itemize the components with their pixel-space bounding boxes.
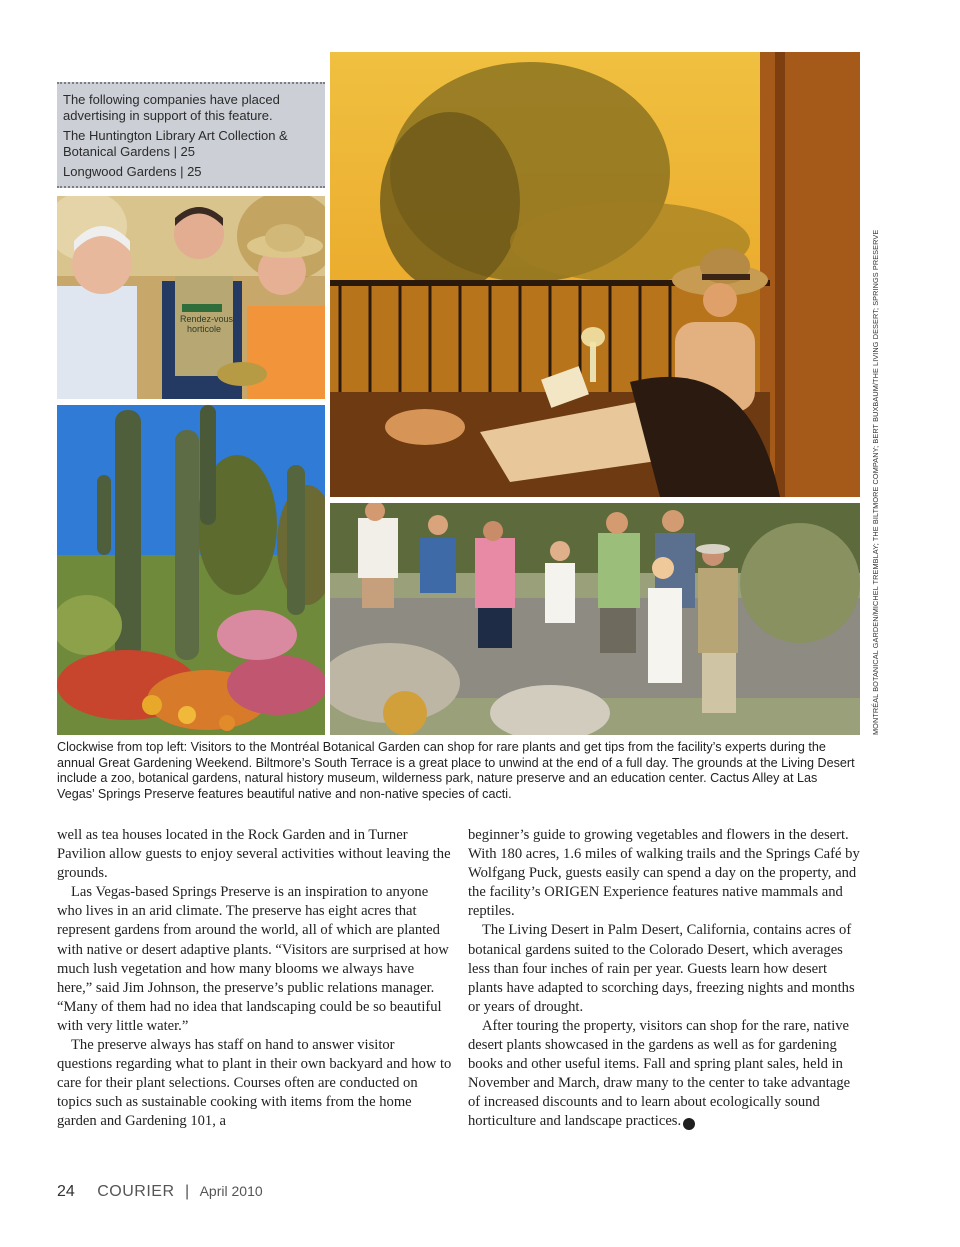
footer-separator: | [184, 1183, 190, 1200]
end-of-story-icon: C [683, 1118, 695, 1130]
photo-biltmore-terrace [330, 52, 860, 497]
article-paragraph: Las Vegas-based Springs Preserve is an inspiration to anyone who lives in an arid climate. The preserve has eight acres that represent gardens from around the world, all of which are planted with native or desert adaptive plants. “Visitors are surprised at how much lush vegetation and how many blooms we always have here,” said Jim Johnson, the preserve’s public relations manager. “Many of them had no idea that landscaping could be so beautiful with very little water.” [57, 884, 449, 1034]
article-paragraph: The Living Desert in Palm Desert, California, contains acres of botanical gardens suited to the Colorado Desert, which averages less than four inches of rain per year. Guests learn how desert plants have adapted to scorching days, freezing nights and months or years of drought. [468, 922, 855, 1015]
article-paragraph: well as tea houses located in the Rock Garden and in Turner Pavilion allow guests to enjoy several activities without leaving the grounds. [57, 827, 451, 882]
photo-living-desert-group [330, 503, 860, 735]
issue-date: April 2010 [199, 1183, 263, 1199]
advertiser-intro: The following companies have placed advertising in support of this feature. [63, 92, 280, 123]
article-paragraph: beginner’s guide to growing vegetables and flowers in the desert. With 180 acres, 1.6 miles of walking trails and the Springs Café by Wolfgang Puck, guests easily can spend a day on the property, and the facility’s ORIGEN Experience features native mammals and reptiles. [468, 827, 860, 920]
page-footer [57, 1183, 263, 1201]
magazine-name: COURIER [97, 1183, 175, 1200]
advertiser-item: Longwood Gardens | 25 [63, 164, 202, 179]
article-paragraph-last [468, 1017, 863, 1132]
photo-credit [855, 225, 887, 735]
article-column-right [468, 826, 863, 1132]
apron-text: Rendez-vous [180, 314, 234, 324]
advertiser-item: The Huntington Library Art Collection & Botanical Gardens | 25 [63, 128, 288, 159]
page-number: 24 [57, 1183, 75, 1200]
article-column-left [57, 826, 452, 1132]
photo-credit-text: MONTRÉAL BOTANICAL GARDEN/MICHEL TREMBLAY; THE BILTMORE COMPANY; BERT BUXBAUM/THE LIVING DESERT; SPRINGS PRESERVE [871, 229, 880, 735]
photo-cactus-alley [57, 405, 325, 735]
apron-text: horticole [187, 324, 222, 334]
photo-montreal-garden [57, 196, 325, 399]
advertiser-sidebar [57, 82, 325, 188]
article-paragraph-text: After touring the property, visitors can shop for the rare, native desert plants showcased in the gardens as well as for gardening books and other useful items. Fall and spring plant sales, held in November and March, draw many to the center to take advantage of increased discounts and to learn about ecologically sound horticulture and landscape practices. [468, 1017, 851, 1130]
article-paragraph: The preserve always has staff on hand to answer visitor questions regarding what to plant in their own backyard and how to care for their plant selections. Courses often are conducted on topics such as sustainable cooking with items from the home garden and Gardening 101, a [57, 1037, 452, 1130]
photo-caption: Clockwise from top left: Visitors to the Montréal Botanical Garden can shop for rare plants and get tips from the facility’s experts during the annual Great Gardening Weekend. Biltmore’s South Terrace is a great place to unwind at the end of a full day. The grounds at the Living Desert include a zoo, botanical gardens, natural history museum, wilderness park, nature preserve and an education center. Cactus Alley at Las Vegas’ Springs Preserve features beautiful native and non-native species of cacti. [57, 740, 855, 801]
